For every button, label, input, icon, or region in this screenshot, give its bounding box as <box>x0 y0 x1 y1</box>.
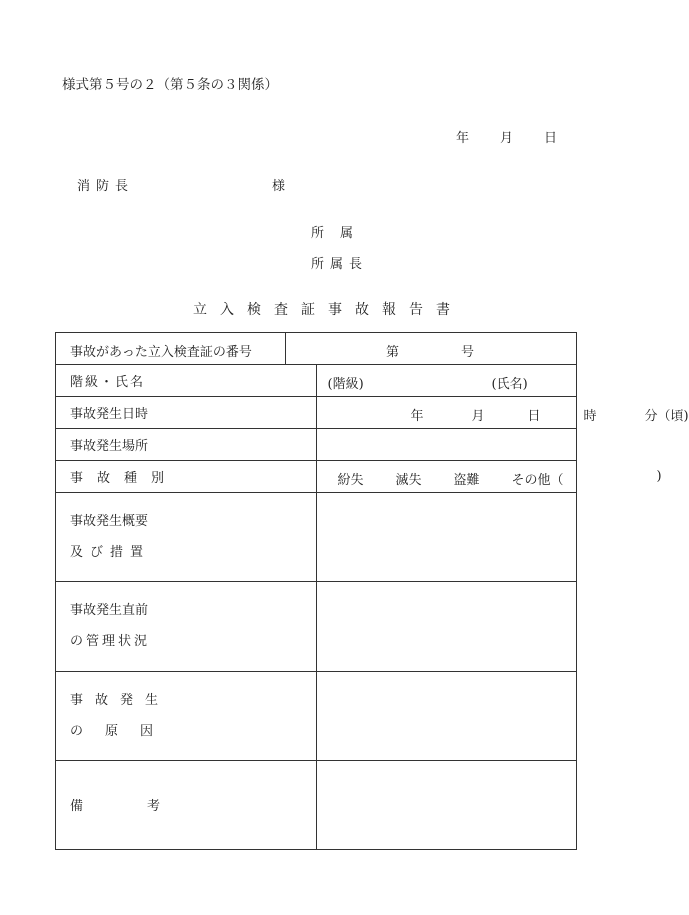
datetime-year: 年 <box>410 409 424 425</box>
cause-label-line1: 事故発生 <box>70 692 171 708</box>
cause-label-line2: の原因 <box>70 723 176 739</box>
datetime-value[interactable] <box>316 397 689 429</box>
summary-label-line1: 事故発生概要 <box>70 514 149 530</box>
summary-value[interactable] <box>316 493 577 582</box>
document-title: 立入検査証事故報告書 <box>193 302 463 318</box>
remarks-value[interactable] <box>316 760 577 849</box>
row-cause <box>56 671 577 760</box>
datetime-minute: 分（頃) <box>644 409 689 425</box>
type-option-destroyed[interactable]: 滅失 <box>395 473 422 489</box>
certificate-number-divider <box>285 333 286 364</box>
certificate-number-cell <box>56 333 577 365</box>
type-option-lost[interactable]: 紛失 <box>337 473 364 489</box>
type-option-other[interactable]: その他（ <box>511 473 564 489</box>
row-management <box>56 582 577 671</box>
date-year-label: 年 <box>456 131 470 146</box>
remarks-label: 備考 <box>56 760 317 849</box>
addressee: 消防長 <box>77 179 135 194</box>
row-place <box>56 429 577 461</box>
place-value[interactable] <box>316 429 577 461</box>
row-summary <box>56 493 577 582</box>
name-label: (氏名) <box>491 377 528 393</box>
affiliation-label: 所属 <box>311 226 370 241</box>
rank-name-value[interactable] <box>316 365 577 397</box>
datetime-month: 月 <box>471 409 485 425</box>
datetime-hour: 時 <box>583 409 597 425</box>
datetime-label: 事故発生日時 <box>56 397 317 429</box>
management-label-line1: 事故発生直前 <box>70 603 149 619</box>
cause-label <box>56 671 317 760</box>
row-datetime <box>56 397 577 429</box>
rank-name-label: 階級・氏名 <box>56 365 317 397</box>
certificate-number-suffix: 号 <box>461 345 475 361</box>
row-certificate-number <box>56 333 577 365</box>
row-type <box>56 461 577 493</box>
type-value[interactable] <box>316 461 662 493</box>
form-number: 様式第５号の２（第５条の３関係） <box>62 77 278 93</box>
certificate-number-label: 事故があった立入検査証の番号 <box>70 345 252 361</box>
date-day-label: 日 <box>544 131 558 146</box>
report-table <box>55 332 689 850</box>
cause-value[interactable] <box>316 671 577 760</box>
management-label <box>56 582 317 671</box>
row-rank-name <box>56 365 577 397</box>
management-label-line2: の管理状況 <box>70 634 151 650</box>
addressee-honorific: 様 <box>272 179 286 194</box>
type-option-stolen[interactable]: 盗難 <box>453 473 480 489</box>
row-remarks <box>56 760 577 849</box>
type-label: 事故種別 <box>56 461 317 493</box>
summary-label-line2: 及び措置 <box>70 545 151 561</box>
rank-label: (階級) <box>327 377 364 393</box>
type-other-close-paren: ) <box>656 469 662 485</box>
date-month-label: 月 <box>500 131 514 146</box>
affiliation-head-label: 所属長 <box>311 257 369 272</box>
summary-label <box>56 493 317 582</box>
place-label: 事故発生場所 <box>56 429 317 461</box>
datetime-day: 日 <box>527 409 541 425</box>
certificate-number-prefix: 第 <box>386 345 400 361</box>
management-value[interactable] <box>316 582 577 671</box>
